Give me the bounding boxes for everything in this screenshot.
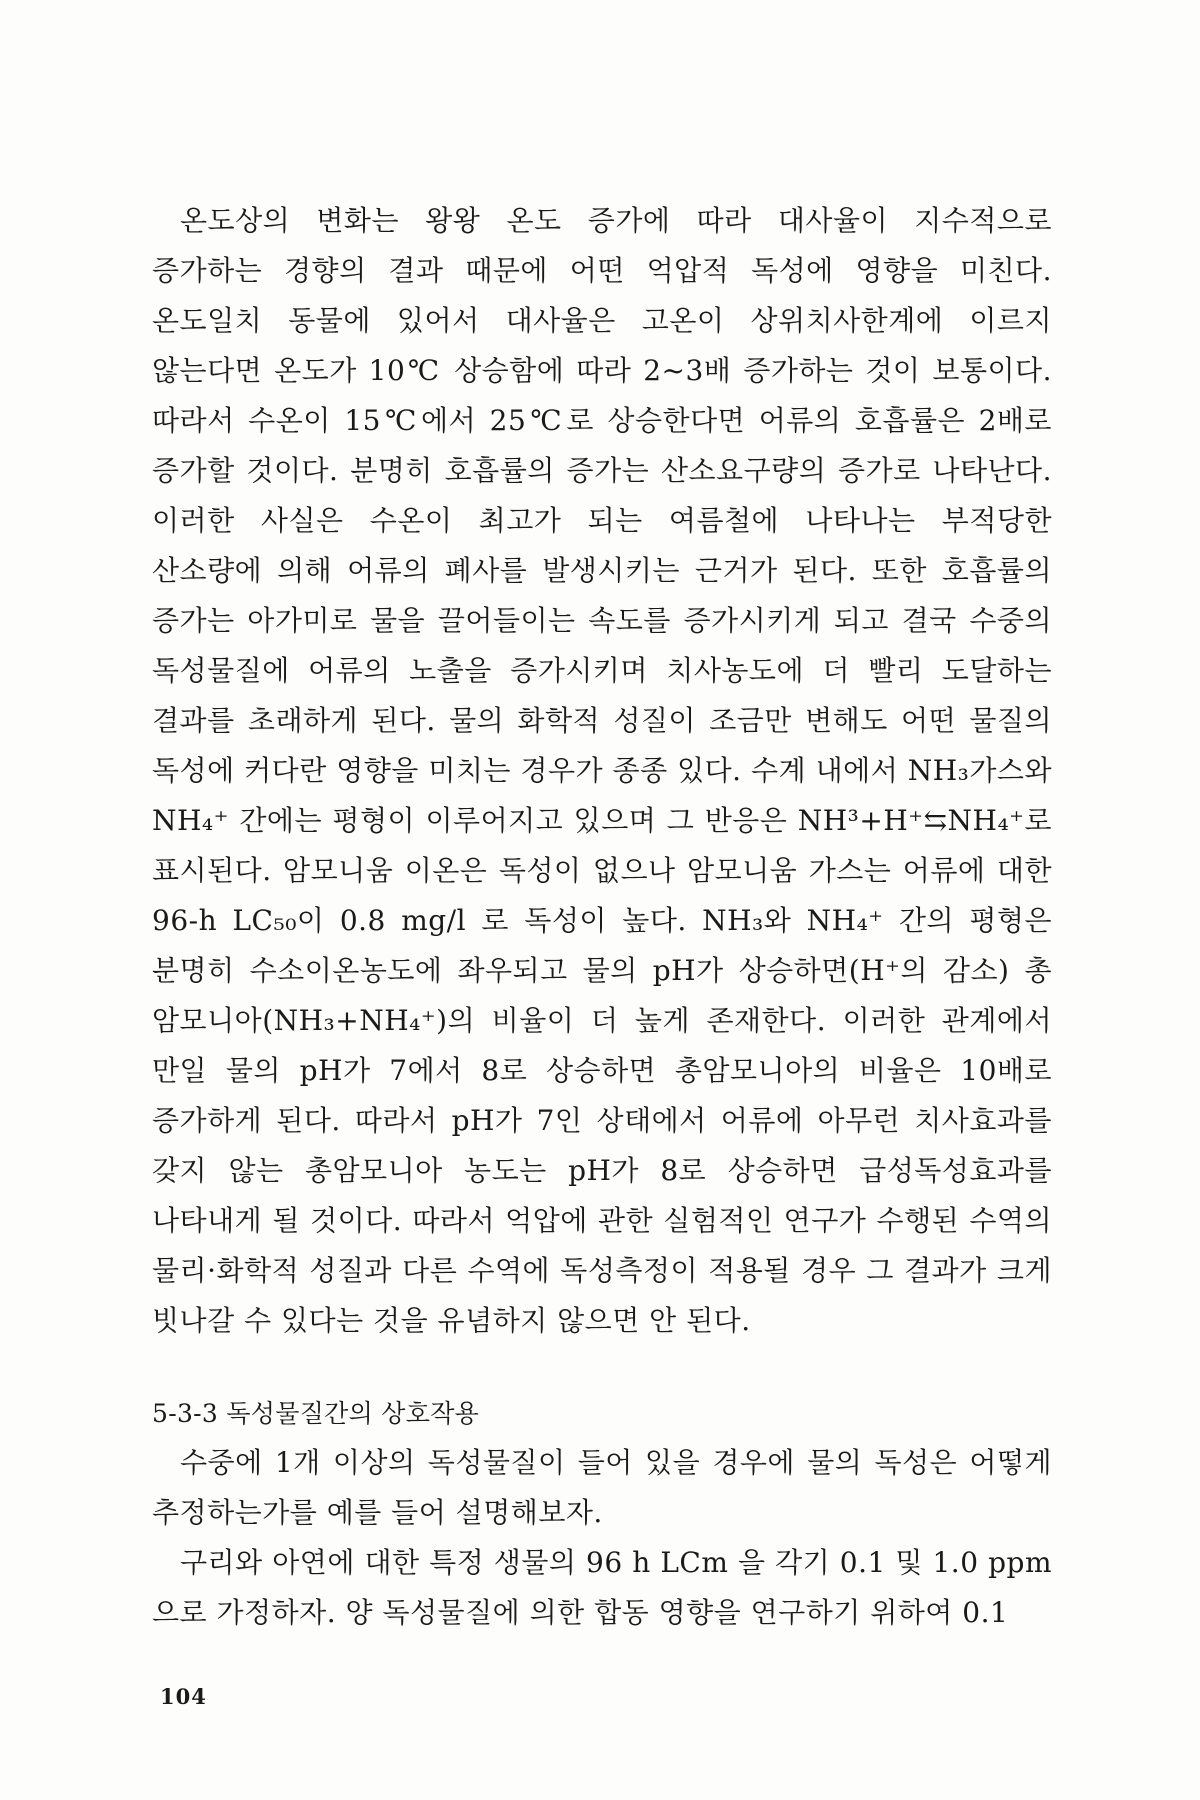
paragraph-copper-zinc-example: 구리와 아연에 대한 특정 생물의 96 h LCm 을 각기 0.1 및 1.0 ppm 으로 가정하자. 양 독성물질에 의한 합동 영향을 연구하기 위하여 0.1 (152, 1546, 1052, 1629)
page-number: 104 (160, 1684, 207, 1709)
section-heading: 5-3-3 독성물질간의 상호작용 (152, 1399, 480, 1428)
paragraph-multiple-toxicants: 수중에 1개 이상의 독성물질이 들어 있을 경우에 물의 독성은 어떻게 추정하는가를 예를 들어 설명해보자. (152, 1446, 1052, 1529)
paragraph-temperature-toxicity: 온도상의 변화는 왕왕 온도 증가에 따라 대사율이 지수적으로 증가하는 경향의 결과 때문에 어떤 억압적 독성에 영향을 미친다. 온도일치 동물에 있어서 대사율은 고온이 상위치사한계에 이르지 않는다면 온도가 10℃ 상승함에 따라 2~3배 증가하는 것이 보통이다. 따라서 수온이 15℃에서 25℃로 상승한다면 어류의 호흡률은 2배로 증가할 것이다. 분명히 호흡률의 증가는 산소요구량의 증가로 나타난다. 이러한 사실은 수온이 최고가 되는 여름철에 나타나는 부적당한 산소량에 의해 어류의 폐사를 발생시키는 근거가 된다. 또한 호흡률의 증가는 아가미로 물을 끌어들이는 속도를 증가시키게 되고 결국 수중의 독성물질에 어류의 노출을 증가시키며 치사농도에 더 빨리 도달하는 결과를 초래하게 된다. 물의 화학적 성질이 조금만 변해도 어떤 물질의 독성에 커다란 영향을 미치는 경우가 종종 있다. 수계 내에서 NH₃가스와 NH₄⁺ 간에는 평형이 이루어지고 있으며 그 반응은 NH³+H⁺⇆NH₄⁺로 표시된다. 암모니움 이온은 독성이 없으나 암모니움 가스는 어류에 대한 96-h LC₅₀이 0.8 mg/l 로 독성이 높다. NH₃와 NH₄⁺ 간의 평형은 분명히 수소이온농도에 좌우되고 물의 pH가 상승하면(H⁺의 감소) 총 암모니아(NH₃+NH₄⁺)의 비율이 더 높게 존재한다. 이러한 관계에서 만일 물의 pH가 7에서 8로 상승하면 총암모니아의 비율은 10배로 증가하게 된다. 따라서 pH가 7인 상태에서 어류에 아무런 치사효과를 갖지 않는 총암모니아 농도는 pH가 8로 상승하면 급성독성효과를 나타내게 될 것이다. 따라서 억압에 관한 실험적인 연구가 수행된 수역의 물리·화학적 성질과 다른 수역에 독성측정이 적용될 경우 그 결과가 크게 빗나갈 수 있다는 것을 유념하지 않으면 안 된다. (152, 204, 1052, 1337)
body-text (152, 196, 1052, 1638)
